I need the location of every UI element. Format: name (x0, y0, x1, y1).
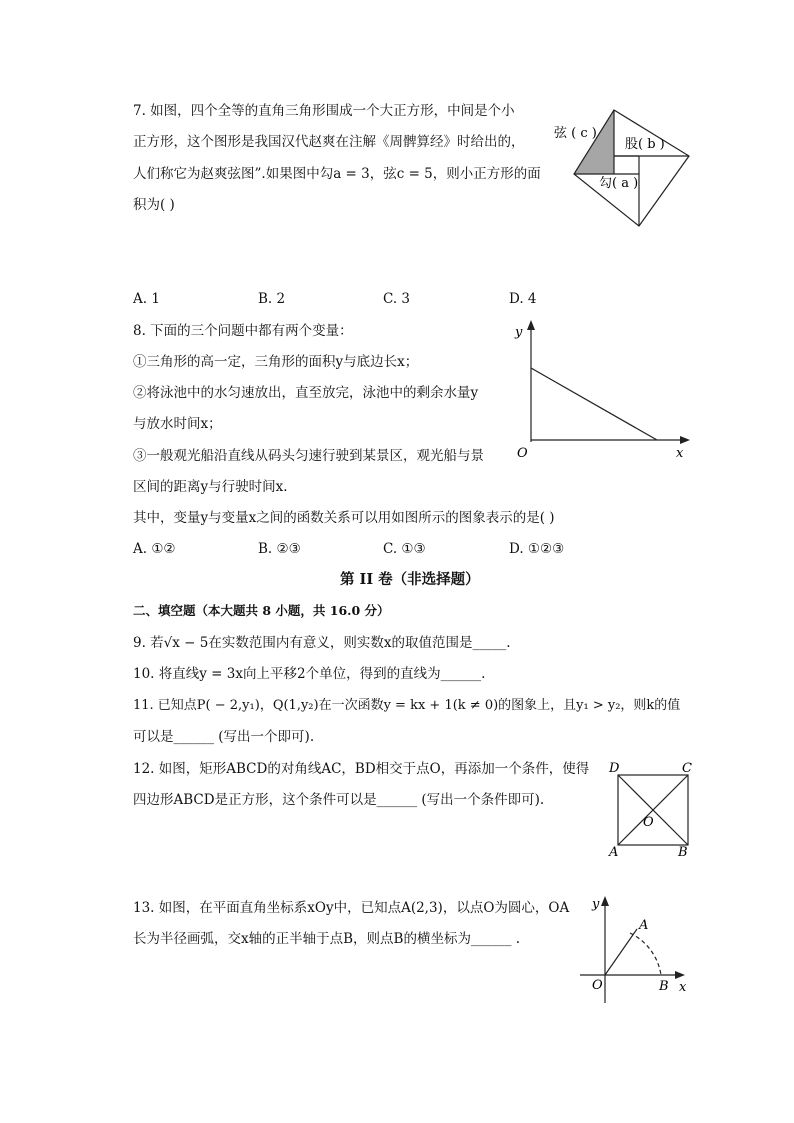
q11-line-1: 11. 已知点P( − 2,y₁)，Q(1,y₂)在一次函数y = kx + 1(k ≠ 0)的图象上，且y₁ > y₂，则k的值 (133, 698, 681, 713)
x-axis-label: x (676, 446, 684, 461)
y-axis-label: y (515, 325, 523, 340)
label-c: 弦 ( c ) (554, 126, 597, 141)
q8-line-7: 其中，变量y与变量x之间的函数关系可以用如图所示的图象表示的是( ) (133, 510, 555, 526)
q13-line-2: 长为半径画弧，交x轴的正半轴于点B，则点B的横坐标为______ . (133, 931, 521, 947)
q8-option-d: D. ①②③ (509, 541, 565, 557)
linear-decreasing-graph (505, 318, 695, 463)
vertex-a: A (609, 845, 619, 860)
arc-ab (630, 933, 661, 975)
q8-option-a: A. ①② (133, 541, 176, 557)
rectangle-abcd-figure (605, 758, 700, 860)
q11-line-2: 可以是______ (写出一个即可). (133, 729, 315, 745)
q8-line-6: 区间的距离y与行驶时间x. (133, 479, 288, 495)
q12-line-2: 四边形ABCD是正方形，这个条件可以是______ (写出一个条件即可). (133, 792, 545, 808)
q7-option-d: D. 4 (509, 291, 537, 307)
section-fill-in-blank: 二、填空题（本大题共 8 小题，共 16.0 分） (133, 603, 390, 618)
coordinate-arc-figure (575, 893, 700, 1008)
origin-label: O (592, 978, 603, 993)
x-axis-label: x (679, 980, 687, 995)
label-a: 勾( a ) (599, 176, 639, 191)
q10-text: 10. 将直线y = 3x向上平移2个单位，得到的直线为______. (133, 666, 486, 682)
q8-option-c: C. ①③ (383, 541, 426, 557)
q7-line-2: 正方形，这个图形是我国汉代赵爽在注解《周髀算经》时给出的， (133, 134, 525, 150)
point-b: B (659, 979, 669, 994)
q7-line-1: 7. 如图，四个全等的直角三角形围成一个大正方形，中间是个小 (133, 103, 515, 119)
q7-option-b: B. 2 (258, 291, 286, 307)
q12-line-1: 12. 如图，矩形ABCD的对角线AC，BD相交于点O，再添加一个条件，使得 (133, 761, 590, 777)
point-a: A (639, 918, 649, 933)
part2-title: 第 II 卷（非选择题） (340, 571, 480, 588)
vertex-d: D (609, 761, 620, 776)
q8-line-2: ①三角形的高一定，三角形的面积y与底边长x； (133, 354, 419, 370)
q7-line-4: 积为( ) (133, 197, 175, 213)
q8-line-4: 与放水时间x； (133, 416, 222, 432)
q8-line-5: ③一般观光船沿直线从码头匀速行驶到某景区，观光船与景 (133, 448, 484, 464)
q7-option-c: C. 3 (383, 291, 411, 307)
q8-option-b: B. ②③ (258, 541, 301, 557)
segment-oa (605, 929, 637, 975)
q8-line-1: 8. 下面的三个问题中都有两个变量： (133, 323, 353, 339)
graph-line (531, 368, 657, 440)
q7-line-3: 人们称它为赵爽弦图”.如果图中勾a = 3，弦c = 5，则小正方形的面 (133, 166, 541, 182)
q13-line-1: 13. 如图，在平面直角坐标系xOy中，已知点A(2,3)，以点O为圆心，OA (133, 900, 570, 916)
y-axis-label: y (592, 897, 600, 912)
origin-label: O (517, 446, 528, 461)
zhao-shuang-figure (550, 100, 700, 230)
vertex-c: C (682, 761, 692, 776)
label-b: 股( b ) (625, 137, 665, 152)
center-o: O (643, 815, 654, 830)
q9-text: 9. 若√x − 5在实数范围内有意义，则实数x的取值范围是_____. (133, 635, 511, 651)
vertex-b: B (678, 845, 688, 860)
q8-line-3: ②将泳池中的水匀速放出，直至放完，泳池中的剩余水量y (133, 385, 479, 401)
q7-option-a: A. 1 (133, 291, 160, 307)
